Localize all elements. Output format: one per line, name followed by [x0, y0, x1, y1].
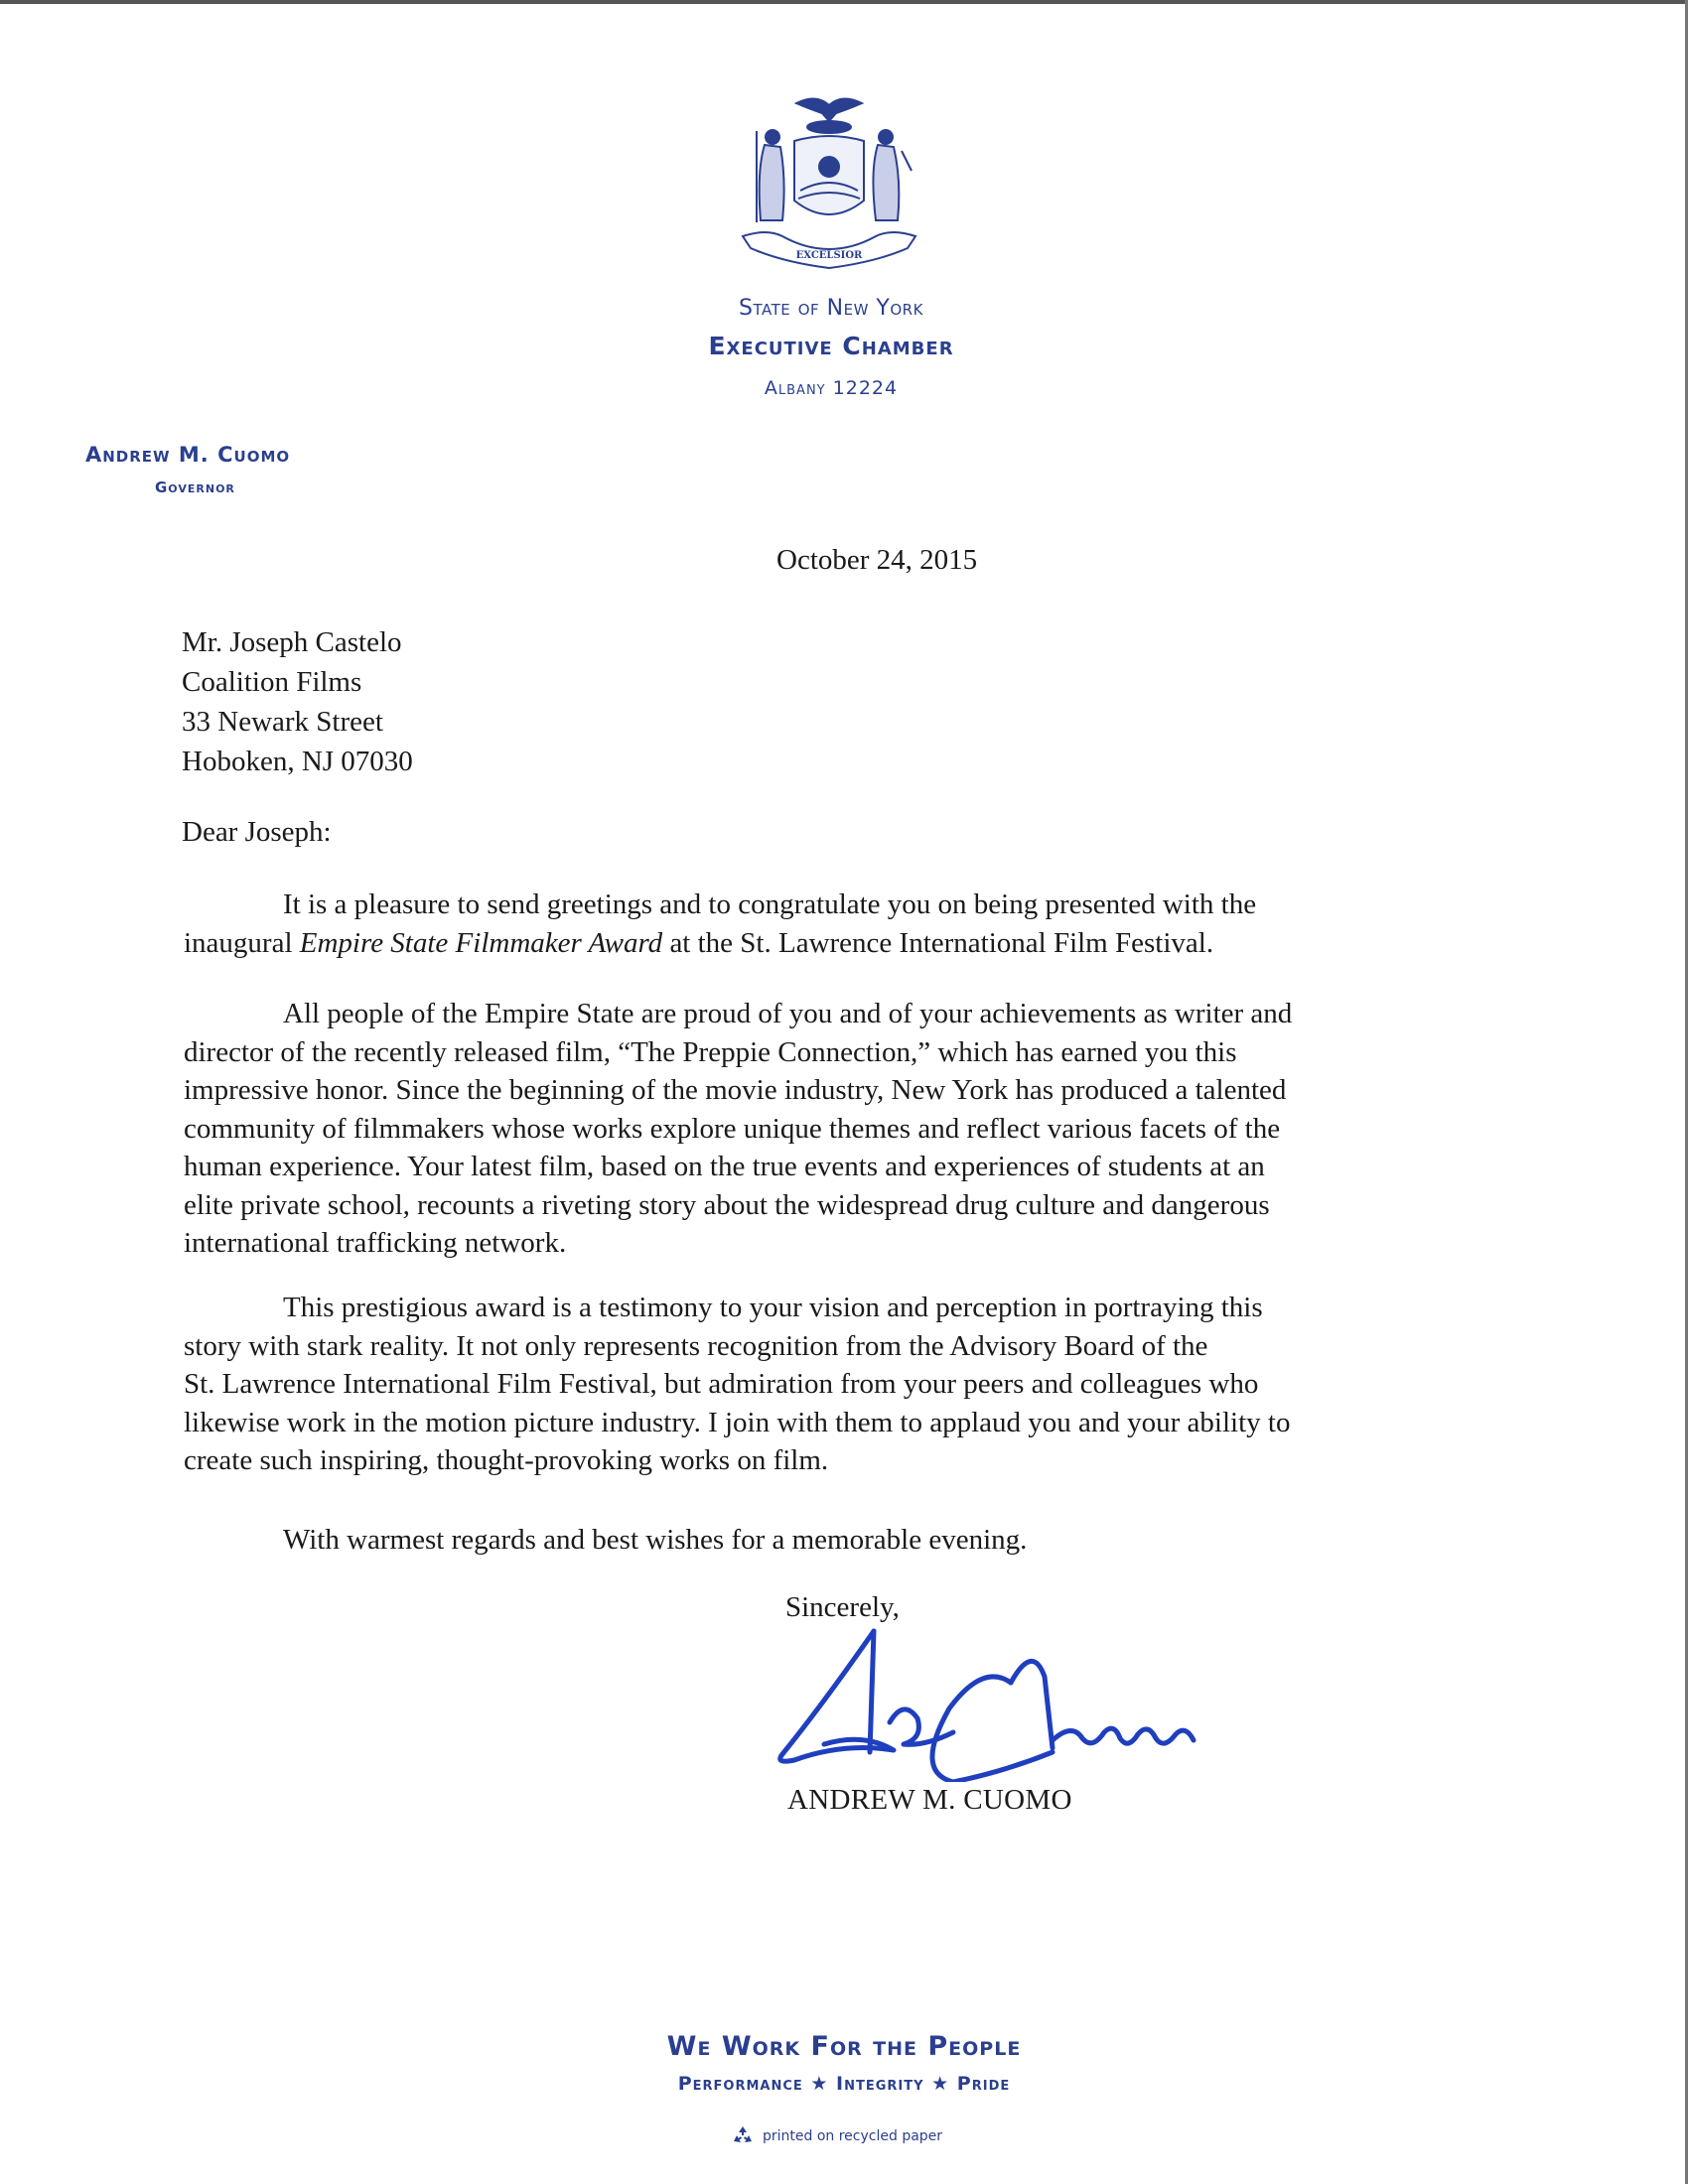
- handwritten-signature: [755, 1623, 1211, 1782]
- recycle-icon: [731, 2124, 755, 2148]
- paragraph-line: impressive honor. Since the beginning of the movie industry, New York has produced a talented: [184, 1074, 1287, 1106]
- scan-top-edge: [0, 0, 1688, 4]
- letterhead-state: State of New York: [739, 296, 923, 321]
- paragraph-text: at the St. Lawrence International Film Festival.: [662, 926, 1214, 959]
- paragraph-line: elite private school, recounts a riveting story about the widespread drug culture and dangerous: [184, 1188, 1270, 1221]
- paragraph-line: [184, 924, 1494, 963]
- paragraph-line: international trafficking network.: [184, 1227, 567, 1259]
- paragraph-line: St. Lawrence International Film Festival, but admiration from your peers and colleagues who: [184, 1368, 1259, 1400]
- paragraph-line: create such inspiring, thought-provoking works on film.: [184, 1444, 829, 1476]
- new-york-state-seal: [737, 91, 921, 272]
- paragraph-3: [184, 1289, 1494, 1480]
- letter-date: October 24, 2015: [776, 544, 978, 576]
- paragraph-1: [184, 886, 1494, 962]
- recipient-company: Coalition Films: [182, 666, 362, 698]
- paragraph-4: [184, 1521, 1494, 1560]
- paragraph-line: All people of the Empire State are proud of you and of your achievements as writer and: [283, 998, 1293, 1029]
- letterhead-city: Albany 12224: [764, 377, 899, 399]
- footer-values: Performance ★ Integrity ★ Pride: [677, 2073, 1011, 2095]
- award-name: Empire State Filmmaker Award: [299, 926, 663, 959]
- footer-motto: We Work For the People: [666, 2031, 1022, 2062]
- paragraph-line: human experience. Your latest film, based on the true events and experiences of students at an: [184, 1151, 1265, 1182]
- governor-name: Andrew M. Cuomo: [85, 443, 291, 467]
- recycled-label: printed on recycled paper: [763, 2128, 943, 2144]
- seal-motto-text: EXCELSIOR: [795, 250, 863, 261]
- letterhead-chamber: Executive Chamber: [708, 332, 954, 360]
- paragraph-line: It is a pleasure to send greetings and to congratulate you on being presented with the: [283, 888, 1257, 920]
- paragraph-text: inaugural: [184, 926, 300, 959]
- salutation: Dear Joseph:: [182, 816, 332, 848]
- closing: Sincerely,: [785, 1591, 900, 1623]
- paragraph-2: [184, 995, 1494, 1263]
- recipient-street: 33 Newark Street: [182, 706, 383, 738]
- governor-title: Governor: [155, 478, 235, 496]
- recipient-city: Hoboken, NJ 07030: [182, 746, 413, 777]
- recipient-name: Mr. Joseph Castelo: [182, 626, 402, 658]
- recipient-address: [182, 622, 413, 781]
- paragraph-line: director of the recently released film, “The Preppie Connection,” which has earned you this: [184, 1035, 1237, 1068]
- paragraph-line: story with stark reality. It not only represents recognition from the Advisory Board of the: [184, 1329, 1208, 1362]
- paragraph-line: likewise work in the motion picture industry. I join with them to applaud you and your ability to: [184, 1406, 1291, 1438]
- paragraph-line: This prestigious award is a testimony to your vision and perception in portraying this: [283, 1292, 1263, 1323]
- signer-name: ANDREW M. CUOMO: [787, 1784, 1072, 1816]
- paragraph-line: With warmest regards and best wishes for a memorable evening.: [283, 1524, 1028, 1556]
- paragraph-line: community of filmmakers whose works explore unique themes and reflect various facets of the: [184, 1112, 1281, 1145]
- footer-recycled: [731, 2124, 942, 2148]
